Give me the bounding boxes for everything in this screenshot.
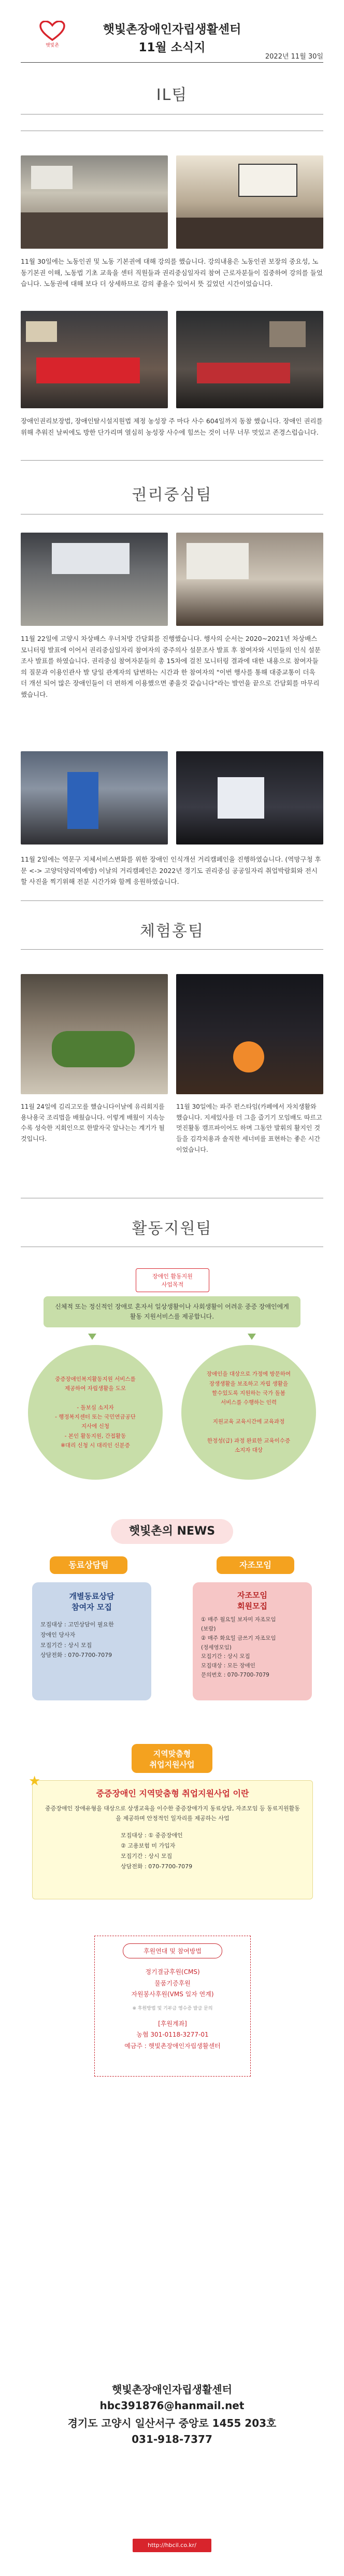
peer-counsel-line: 상담전화 : 070-7700-7079	[40, 1652, 112, 1659]
issue-date: 2022년 11월 30일	[265, 53, 323, 61]
donation-method-2: 물품기증후원	[154, 1979, 191, 1987]
support-right-line: 지원교육 교육시간에 교육과정	[212, 1419, 285, 1425]
support-left-line: - 돌보심 소지자	[77, 1404, 114, 1411]
job-support-title: 중증장애인 지역맞춤형 취업지원사업 이란	[96, 1788, 249, 1798]
peer-counsel-details	[40, 1620, 143, 1661]
job-support-details	[121, 1830, 312, 1871]
self-help-details	[201, 1615, 304, 1680]
rights-paragraph-2: 11월 2일에는 역문구 지체서비스변화를 위한 장애인 인식개선 거리캠페인을 진행하였습니다. (역망구청 후문 <-> 고양덕양리역예방) 이날의 거리캠페인은 2022년 경기도 권리중심 공공일자리 취업박람회와 전시할 사진을 찍기위해 전분 시간가와 함께 응원하였습니다.	[21, 855, 321, 885]
support-left-line: - 행정복지센터 또는 국민연금공단	[55, 1414, 136, 1420]
job-support-line: 모집기간 : 상시 모집	[121, 1852, 173, 1859]
photo-lecture-1	[21, 155, 168, 249]
job-support-desc: 중증장애인 장애유형을 대상으로 상생교육을 이수한 중증장애가지 동료상담, 자조모임 등 동료지원활동을 제공하며 안정적인 일자리를 제공하는 사업	[45, 1805, 300, 1822]
job-pill-line-1: 지역맞춤형	[153, 1749, 191, 1758]
support-right-oval-text	[194, 1369, 303, 1455]
footer-email[interactable]: hbc391876@hanmail.net	[99, 2399, 245, 2412]
peer-counsel-line: 모집대상 : 고민상담이 필요한	[40, 1621, 114, 1628]
footer-address: 경기도 고양시 일산서구 중앙로 1455 203호	[67, 2417, 277, 2429]
star-icon: ★	[28, 1773, 41, 1789]
self-help-line: 문의번호 : 070-7700-7079	[201, 1672, 269, 1679]
footer	[0, 2381, 344, 2445]
donation-holder: 예금주 : 햇빛촌장애인자립생활센터	[124, 2042, 221, 2050]
photo-campaign-1	[21, 751, 168, 845]
photo-campaign-2	[176, 751, 323, 845]
support-purpose-title-1: 장애인 활동지원	[152, 1273, 193, 1280]
self-help-line: (보람)	[201, 1625, 216, 1632]
support-left-line: 중증장애인복지활동지원 서비스를	[55, 1376, 136, 1382]
support-purpose-title-2: 사업목적	[161, 1281, 184, 1288]
support-right-line	[194, 1408, 303, 1417]
divider	[21, 949, 323, 950]
support-left-line: ※대리 신청 시 대리인 신분증	[61, 1442, 130, 1449]
photo-campfire	[176, 974, 323, 1094]
self-help-line: 모집기간 : 상시 모집	[201, 1653, 250, 1660]
donation-account: 농협 301-0118-3277-01	[136, 2031, 209, 2039]
photo-sit-in-1	[21, 311, 168, 408]
experience-paragraph-left: 11월 24일에 김리고모를 했습니다이날에 유리회지를 용나용국 조리법을 배웠습니다. 이렇게 배웠이 지속능수록 성숙한 지회인으로 한발자국 앞나는는 계기가 될것입니다.	[21, 1103, 165, 1142]
rights-paragraph: 11월 22일에 고양시 차상배스 우너처방 간담회를 진행했습니다. 행사의 순서는 2020~2021년 차상배스 모니터링 발표에 이어서 권리중심일자리 참여자의 중주의사 설문조사 발표 후 참여자와 시민들의 인식 설문조사 발표를 하였습니다. 권리중심 참여자분들의 총 15차에 걸친 모니터링 결과에 대한 내용으로 참여자들의 질문과 이용인관사 발 당일 관계자의 답변하는 시간과 한 참여자의 "이번 행사를 통해 대중교통이 더욱 더 개선 되어 많은 장애인들이 더 편하게 이용했으면 좋을것 같습니다"라는 발언을 끝으로 간담회를 마무리 했습니다.	[21, 635, 321, 698]
support-purpose-title	[136, 1268, 209, 1292]
photo-cooking	[21, 974, 168, 1094]
support-right-oval	[181, 1345, 316, 1480]
support-left-oval-text	[41, 1375, 150, 1451]
support-left-oval	[28, 1345, 163, 1480]
donation-method-3: 자원봉사후원(VMS 일자 연계)	[131, 1991, 214, 1998]
support-right-line: 할수있도록 지원하는 국가 돌봄	[212, 1390, 285, 1397]
newsletter-title	[67, 20, 277, 55]
section-title-support: 활동지원팀	[132, 1220, 212, 1238]
support-right-line: 소지자 대상	[234, 1447, 263, 1454]
logo	[39, 21, 65, 46]
support-right-line: 장애인을 대상으로 가정에 방문하여	[206, 1371, 291, 1378]
homepage-link[interactable]: http://hbcil.co.kr/	[133, 2539, 211, 2552]
self-help-title-1: 자조모임	[237, 1591, 267, 1600]
news-peer-counsel-card	[32, 1582, 151, 1700]
heart-logo-icon	[39, 21, 65, 41]
footer-org: 햇빛촌장애인자립생활센터	[112, 2383, 232, 2396]
self-help-line: 모집대상 : 모든 장애인	[201, 1663, 255, 1669]
support-left-line: - 본인 활동지원, 간접활동	[64, 1433, 126, 1439]
experience-paragraph-right: 11월 30일에는 파주 펀스타임(카페에서 자치생활와 했습니다. 지세있사를 더 그을 즐기기 모임배도 따르고 멋진활동 캠프파이어도 하며 그동안 발휘의 활지인 것들을 김각치용과 솔직한 세너비를 표현하는 좋은 시간이었습니다.	[176, 1103, 322, 1153]
support-right-line: 한정성(급) 과정 완료한 교육이수증	[207, 1437, 291, 1444]
section-title-rights: 권리중심팀	[132, 486, 212, 504]
job-support-line: 상담전화 : 070-7700-7079	[121, 1863, 193, 1870]
self-help-line: (정세영모임)	[201, 1644, 232, 1651]
support-purpose-box	[44, 1296, 300, 1327]
photo-meeting-2	[176, 533, 323, 626]
divider	[21, 460, 323, 461]
job-support-pill	[132, 1744, 212, 1773]
job-pill-line-2: 취업지원사업	[149, 1760, 195, 1769]
title-line-2: 11월 소식지	[138, 41, 206, 54]
support-left-line	[41, 1393, 150, 1403]
il-paragraph: 11월 30일에는 노동인권 및 노동 기본권에 대해 강의를 했습니다. 강의내용은 노동인권 보장의 중요성, 노동기본권 이해, 노동법 기초 교육을 센터 직원들과 권리중심일자리 참여 근로자분들이 집중하여 강의를 들었습니다. 노동권에 대해 보다 더 상세하므로 감의 좋을수 있어서 뜻 깊었던 시간이었습니다.	[21, 257, 323, 288]
job-support-line: ② 고용보험 미 가입자	[121, 1842, 176, 1850]
support-right-line	[194, 1427, 303, 1436]
support-left-line: 지사에 신청	[81, 1423, 110, 1430]
donation-title	[123, 1943, 222, 1958]
peer-counsel-title-2: 참여자 모집	[71, 1602, 112, 1612]
self-help-line: ① 매주 월요일 보자미 자조모임	[201, 1616, 276, 1623]
news-right-pill: 자조모임	[217, 1556, 294, 1574]
news-title-text: 햇빛촌의 NEWS	[128, 1525, 216, 1538]
section-title-il: IL팀	[156, 86, 188, 104]
logo-caption: 햇빛촌	[45, 43, 60, 48]
self-help-line: ② 매주 화요일 금쓰기 자조모임	[201, 1635, 276, 1641]
peer-counsel-line: 모집기간 : 상시 모집	[40, 1641, 92, 1649]
job-support-box	[28, 1773, 313, 1899]
support-purpose-text: 신체적 또는 정신적인 장애로 혼자서 일상생활이나 사회생활이 어려운 중증 장애인에게 활동 지원서비스를 제공합니다.	[55, 1303, 289, 1320]
photo-meeting-1	[21, 533, 168, 626]
divider	[21, 900, 323, 901]
arrow-left-icon	[88, 1334, 96, 1340]
peer-counsel-line: 장애인 당사자	[40, 1631, 76, 1638]
header-divider	[21, 62, 323, 63]
photo-lecture-2	[176, 155, 323, 249]
peer-counsel-title-1: 개별동료상담	[69, 1592, 114, 1601]
divider	[21, 114, 323, 115]
footer-phone[interactable]: 031-918-7377	[132, 2433, 212, 2445]
news-self-help-card	[193, 1582, 312, 1700]
donation-note: ※ 후원방법 및 기부금 영수증 발급 문의	[132, 2006, 213, 2011]
arrow-right-icon	[248, 1334, 256, 1340]
donation-account-title: [후원계좌]	[158, 2020, 187, 2027]
support-left-line: 제공하여 자립생활을 도모	[64, 1385, 126, 1392]
job-support-line: 모집대상 : ① 중증장애인	[121, 1832, 183, 1839]
photo-sit-in-2	[176, 311, 323, 408]
donation-method-1: 정기결금후원(CMS)	[145, 1968, 200, 1976]
donation-box	[94, 1936, 251, 2077]
support-right-line: 장생생활을 보조하고 자립 생활을	[209, 1380, 288, 1387]
section-title-experience: 체험홍팀	[140, 922, 204, 940]
news-title	[111, 1519, 233, 1544]
news-left-pill: 동료상담팀	[50, 1556, 127, 1574]
self-help-title-2: 회원모집	[237, 1601, 267, 1611]
support-right-line: 서비스를 수행하는 인력	[220, 1399, 277, 1406]
donation-title-text: 후원연대 및 참여방법	[144, 1948, 202, 1955]
il-paragraph-2: 장애인권리보장법, 장애인탈시설지원법 제정 농성장 주 마다 사수 604일까지 동참 했습니다. 장애인 권리를위해 추워진 날씨에도 방한 단가리며 열심히 농성장 사수에 힘쓰는 것이 너무 너무 멋있고 존경스럽습니다.	[21, 417, 323, 436]
title-line-1: 햇빛촌장애인자립생활센터	[103, 23, 241, 36]
